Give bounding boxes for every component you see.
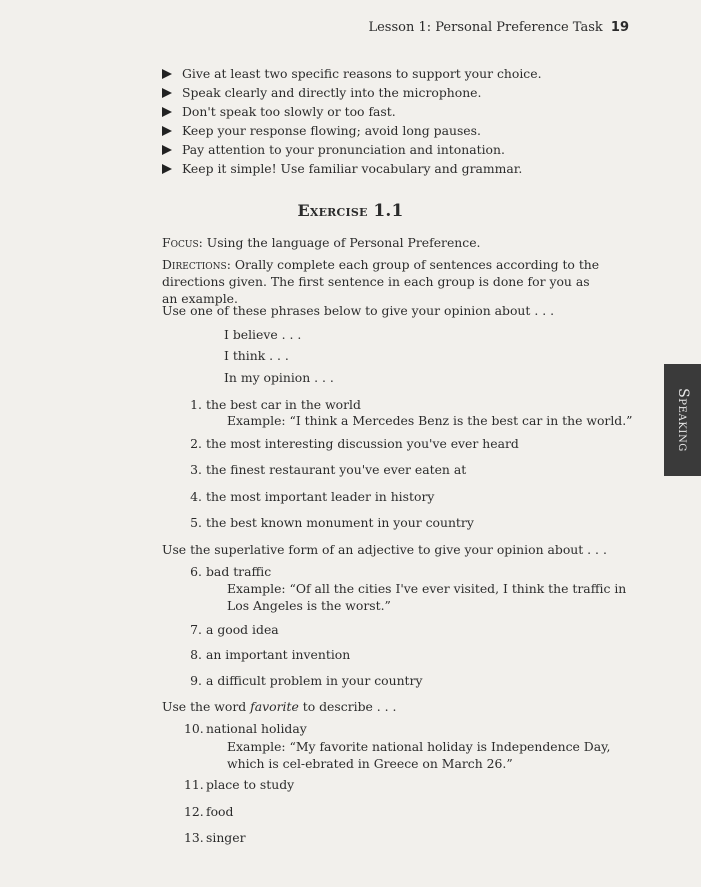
item-text: bad traffic bbox=[206, 564, 272, 579]
list-item bbox=[184, 647, 350, 662]
list-item bbox=[184, 564, 271, 579]
item-text: the best car in the world bbox=[206, 397, 361, 412]
triangle-bullet-icon bbox=[162, 88, 172, 98]
tip-text: Pay attention to your pronunciation and intonation. bbox=[182, 142, 505, 157]
example-text: Example: “My favorite national holiday is Independence Day, which is cel-ebrated in Greece on March 26.” bbox=[227, 739, 611, 771]
list-item bbox=[184, 673, 422, 688]
tip-item bbox=[162, 140, 582, 159]
opinion-phrase: I believe . . . bbox=[224, 327, 302, 342]
tip-item bbox=[162, 121, 582, 140]
triangle-bullet-icon bbox=[162, 164, 172, 174]
list-item bbox=[184, 622, 279, 637]
tip-item bbox=[162, 159, 582, 178]
example-text: Example: “Of all the cities I've ever visited, I think the traffic in Los Angeles is the worst.” bbox=[227, 581, 627, 613]
intro-text: Use the word bbox=[162, 699, 251, 714]
item-number: 5. bbox=[190, 515, 202, 530]
tip-item bbox=[162, 83, 582, 102]
triangle-bullet-icon bbox=[162, 107, 172, 117]
item-number: 1. bbox=[190, 397, 202, 412]
item-text: a difficult problem in your country bbox=[206, 673, 423, 688]
tip-item bbox=[162, 64, 582, 83]
list-item bbox=[184, 436, 519, 451]
list-item bbox=[184, 489, 434, 504]
item-number: 11. bbox=[184, 777, 204, 792]
tip-item bbox=[162, 102, 582, 121]
lesson-title: Lesson 1: Personal Preference Task bbox=[368, 20, 603, 35]
list-item bbox=[184, 515, 474, 530]
opinion-phrase: I think . . . bbox=[224, 348, 289, 363]
intro-emphasis: favorite bbox=[250, 699, 299, 714]
focus-label: Focus: bbox=[162, 235, 203, 250]
item-text: the best known monument in your country bbox=[206, 515, 474, 530]
directions-paragraph bbox=[162, 256, 602, 307]
item-number: 3. bbox=[190, 462, 202, 477]
directions-text: Orally complete each group of sentences according to the directions given. The first sentence in each group is done for you as an example. bbox=[162, 257, 600, 306]
triangle-bullet-icon bbox=[162, 126, 172, 136]
item-text: singer bbox=[206, 830, 246, 845]
exercise-title bbox=[0, 201, 701, 221]
list-item bbox=[184, 721, 307, 736]
triangle-bullet-icon bbox=[162, 69, 172, 79]
group3-intro bbox=[162, 698, 396, 715]
item-text: the finest restaurant you've ever eaten at bbox=[206, 462, 467, 477]
list-item bbox=[184, 777, 294, 792]
list-item bbox=[184, 830, 246, 845]
focus-line bbox=[162, 234, 481, 251]
item-number: 10. bbox=[184, 721, 204, 736]
exercise-title-word: Exercise bbox=[297, 201, 368, 220]
tip-text: Keep your response flowing; avoid long pauses. bbox=[182, 123, 481, 138]
item-number: 2. bbox=[190, 436, 202, 451]
example-text: Example: “I think a Mercedes Benz is the best car in the world.” bbox=[227, 413, 633, 428]
page-number: 19 bbox=[610, 20, 629, 35]
item-number: 7. bbox=[190, 622, 202, 637]
side-tab-label: Speaking bbox=[674, 388, 691, 452]
item-text: the most important leader in history bbox=[206, 489, 435, 504]
group2-intro: Use the superlative form of an adjective to give your opinion about . . . bbox=[162, 542, 607, 557]
item-text: a good idea bbox=[206, 622, 279, 637]
item-number: 4. bbox=[190, 489, 202, 504]
item-text: the most interesting discussion you've ever heard bbox=[206, 436, 519, 451]
group1-intro: Use one of these phrases below to give your opinion about . . . bbox=[162, 303, 555, 318]
directions-label: Directions: bbox=[162, 257, 231, 272]
list-item bbox=[184, 462, 466, 477]
triangle-bullet-icon bbox=[162, 145, 172, 155]
list-item bbox=[184, 397, 361, 412]
item-text: an important invention bbox=[206, 647, 351, 662]
item-number: 13. bbox=[184, 830, 204, 845]
intro-text: to describe . . . bbox=[298, 699, 397, 714]
list-item bbox=[184, 804, 233, 819]
focus-text: Using the language of Personal Preference. bbox=[206, 235, 481, 250]
item-number: 9. bbox=[190, 673, 202, 688]
running-head bbox=[368, 20, 629, 35]
tip-text: Don't speak too slowly or too fast. bbox=[182, 104, 396, 119]
exercise-number: 1.1 bbox=[373, 201, 404, 221]
item-text: food bbox=[206, 804, 234, 819]
opinion-phrase: In my opinion . . . bbox=[224, 370, 334, 385]
tip-text: Give at least two specific reasons to support your choice. bbox=[182, 66, 542, 81]
item-text: place to study bbox=[206, 777, 295, 792]
tip-text: Keep it simple! Use familiar vocabulary and grammar. bbox=[182, 161, 523, 176]
item-text: national holiday bbox=[206, 721, 307, 736]
tip-text: Speak clearly and directly into the microphone. bbox=[182, 85, 482, 100]
item-number: 6. bbox=[190, 564, 202, 579]
item-number: 12. bbox=[184, 804, 204, 819]
item-number: 8. bbox=[190, 647, 202, 662]
tips-list bbox=[162, 64, 582, 178]
section-side-tab bbox=[664, 364, 701, 476]
